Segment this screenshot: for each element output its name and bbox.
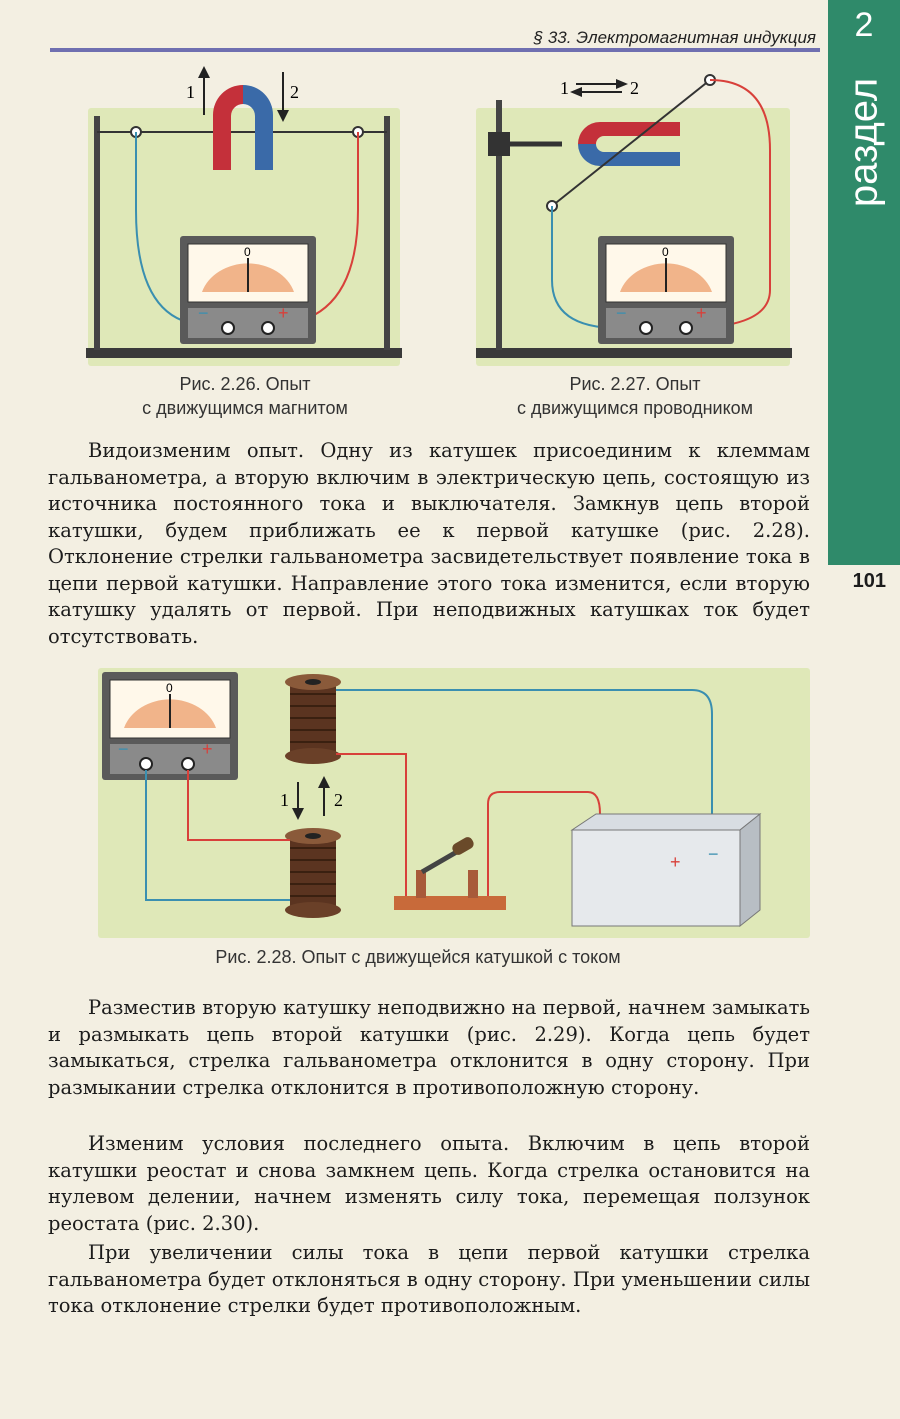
fig-2-27-caption-line2: с движущимся проводником [516, 398, 754, 418]
magnet-red-pole [578, 122, 680, 144]
header-title: § 33. Электромагнитная индукция [533, 28, 816, 47]
scale-zero: 0 [166, 681, 173, 695]
minus-sign: − [118, 739, 129, 759]
stand-base [86, 348, 402, 358]
figure-2-28-drawing [96, 664, 812, 940]
section-label: раздел [841, 77, 886, 208]
stand-left-rod [94, 116, 100, 350]
minus-sign: − [616, 303, 627, 323]
paragraph-2: Разместив вторую катушку неподвижно на первой, начнем замыкать и размыкать цепь второй катушки (рис. 2.29). Когда цепь будет замыкаться, стрелка гальванометра отклонится в одну сторону. При размыкании стрелка отклонится в противоположную сторону. [48, 996, 810, 1099]
red-lead-upper [336, 754, 406, 904]
header-rule [50, 48, 820, 52]
battery-plus: + [670, 852, 681, 872]
stand-right-rod [384, 116, 390, 350]
magnet-blue-pole [578, 144, 680, 166]
fig-2-26-caption-line1: Рис. 2.26. Опыт [179, 374, 311, 394]
upper-coil [285, 674, 341, 764]
scale-zero: 0 [662, 245, 669, 259]
paragraph-4: При увеличении силы тока в цепи первой катушки стрелка гальванометра будет отклоняться в одну сторону. При уменьшении силы тока отклонение стрелки будет противоположным. [48, 1241, 810, 1317]
galvanometer [102, 672, 238, 780]
battery [572, 814, 760, 926]
plus-sign: + [278, 303, 289, 323]
paragraph-1: Видоизменим опыт. Одну из катушек присоединим к клеммам гальванометра, а вторую включим в электрическую цепь, состоящую из источника постоянного тока и выключателя. Замкнув цепь второй катушки, будем приближать ее к первой катушке (рис. 2.28). Отклонение стрелки гальванометра засвидетельствует появление тока в цепи первой катушки. Направление этого тока изменится, если вторую катушку удалять от первой. При неподвижных катушках ток будет отсутствовать. [48, 439, 810, 648]
galvanometer [180, 236, 316, 344]
galvanometer [598, 236, 734, 344]
magnet-blue-pole [243, 85, 273, 170]
arrow-up-label: 1 [186, 82, 195, 102]
plus-sign: + [696, 303, 707, 323]
figure-2-27-drawing [470, 60, 800, 370]
fig-2-26-caption-line2: с движущимся магнитом [142, 398, 348, 418]
blue-lead-lower [146, 770, 290, 900]
lower-coil [285, 828, 341, 918]
battery-minus: − [708, 844, 719, 864]
arrow-up-label: 2 [334, 790, 343, 810]
arrow-down-label: 2 [290, 82, 299, 102]
figure-2-26-drawing [80, 60, 410, 370]
paragraph-3: Изменим условия последнего опыта. Включим в цепь второй катушки реостат и снова замкнем цепь. Когда стрелка остановится на нулевом делении, начнем изменять силу тока, перемещая ползунок реостата (рис. 2.30). [48, 1132, 810, 1235]
arrow-label-2: 2 [630, 78, 639, 98]
arrow-label-1: 1 [560, 78, 569, 98]
section-tab [828, 0, 900, 565]
stand-clamp [488, 132, 510, 156]
fig-2-27-caption-line1: Рис. 2.27. Опыт [569, 374, 701, 394]
page-number: 101 [852, 570, 886, 592]
scale-zero: 0 [244, 245, 251, 259]
moving-conductor [552, 80, 710, 206]
plus-sign: + [202, 739, 213, 759]
minus-sign: − [198, 303, 209, 323]
fig-2-28-caption: Рис. 2.28. Опыт с движущейся катушкой с током [215, 947, 621, 967]
red-lead-lower [188, 770, 290, 840]
knife-switch [394, 835, 506, 910]
stand-base [476, 348, 792, 358]
arrow-down-label: 1 [280, 790, 289, 810]
section-number: 2 [854, 6, 874, 44]
magnet-red-pole [213, 85, 243, 170]
